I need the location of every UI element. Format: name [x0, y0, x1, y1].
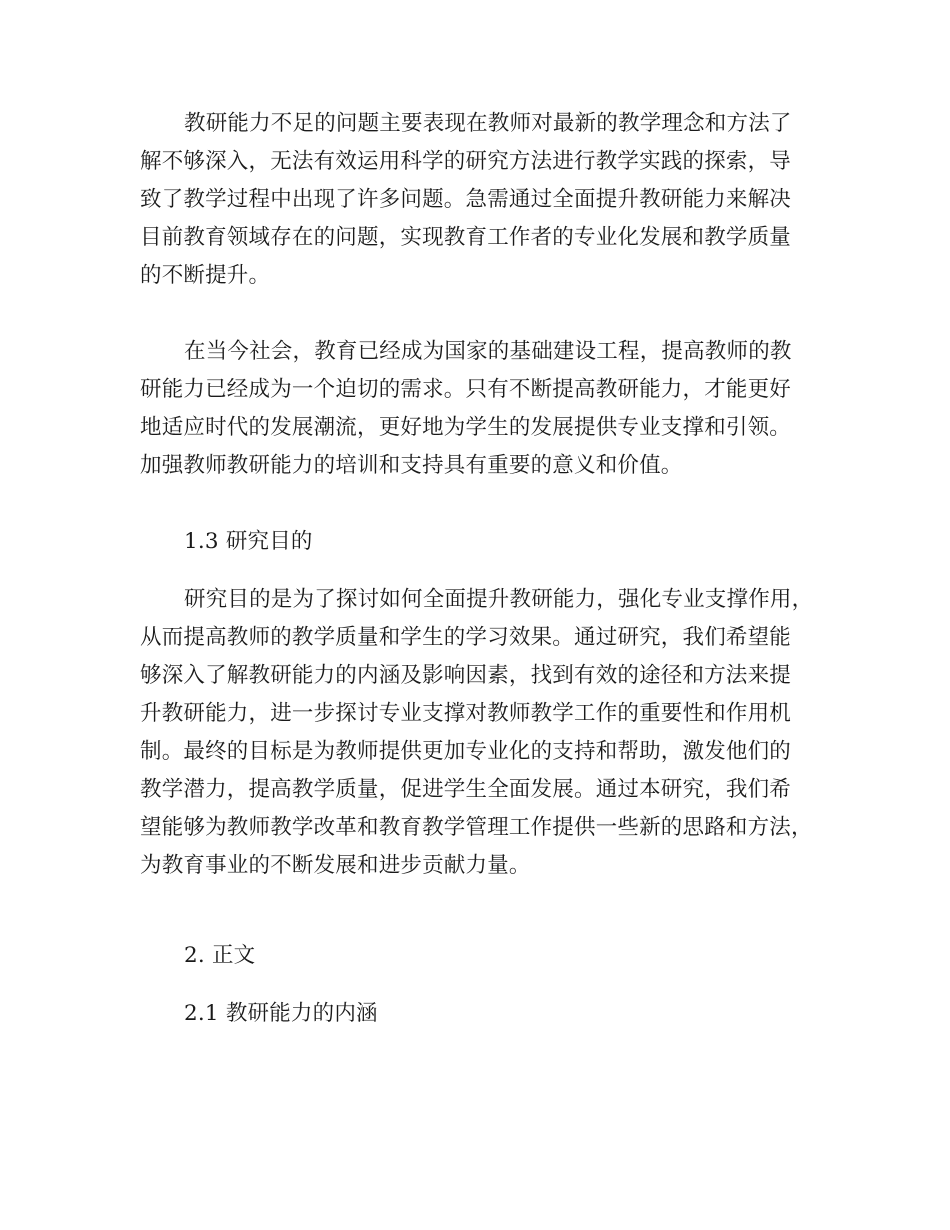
section-heading-2: 2. 正文 — [184, 943, 256, 968]
paragraph-3-line-8: 为教育事业的不断发展和进步贡献力量。 — [140, 853, 531, 878]
paragraph-3-line-5: 制。最终的目标是为教师提供更加专业化的支持和帮助，激发他们的 — [140, 739, 792, 764]
paragraph-1-line-3: 致了教学过程中出现了许多问题。急需通过全面提升教研能力来解决 — [140, 187, 792, 212]
paragraph-2-line-2: 研能力已经成为一个迫切的需求。只有不断提高教研能力，才能更好 — [140, 377, 792, 402]
paragraph-2-line-4: 加强教师教研能力的培训和支持具有重要的意义和价值。 — [140, 453, 683, 478]
section-heading-2-1: 2.1 教研能力的内涵 — [184, 1001, 378, 1026]
paragraph-2-line-1: 在当今社会，教育已经成为国家的基础建设工程，提高教师的教 — [184, 339, 792, 364]
paragraph-3-line-2: 从而提高教师的教学质量和学生的学习效果。通过研究，我们希望能 — [140, 625, 792, 650]
paragraph-1-line-4: 目前教育领域存在的问题，实现教育工作者的专业化发展和教学质量 — [140, 225, 792, 250]
paragraph-3-line-3: 够深入了解教研能力的内涵及影响因素，找到有效的途径和方法来提 — [140, 663, 792, 688]
paragraph-3-line-4: 升教研能力，进一步探讨专业支撑对教师教学工作的重要性和作用机 — [140, 701, 792, 726]
paragraph-3-line-1: 研究目的是为了探讨如何全面提升教研能力，强化专业支撑作用， — [184, 587, 814, 612]
paragraph-2-line-3: 地适应时代的发展潮流，更好地为学生的发展提供专业支撑和引领。 — [140, 415, 792, 440]
paragraph-3-line-6: 教学潜力，提高教学质量，促进学生全面发展。通过本研究，我们希 — [140, 777, 792, 802]
paragraph-1-line-2: 解不够深入，无法有效运用科学的研究方法进行教学实践的探索，导 — [140, 149, 792, 174]
section-heading-1-3: 1.3 研究目的 — [184, 529, 313, 554]
paragraph-1-line-1: 教研能力不足的问题主要表现在教师对最新的教学理念和方法了 — [184, 111, 792, 136]
paragraph-3-line-7: 望能够为教师教学改革和教育教学管理工作提供一些新的思路和方法， — [140, 815, 813, 840]
paragraph-1-line-5: 的不断提升。 — [140, 263, 271, 288]
